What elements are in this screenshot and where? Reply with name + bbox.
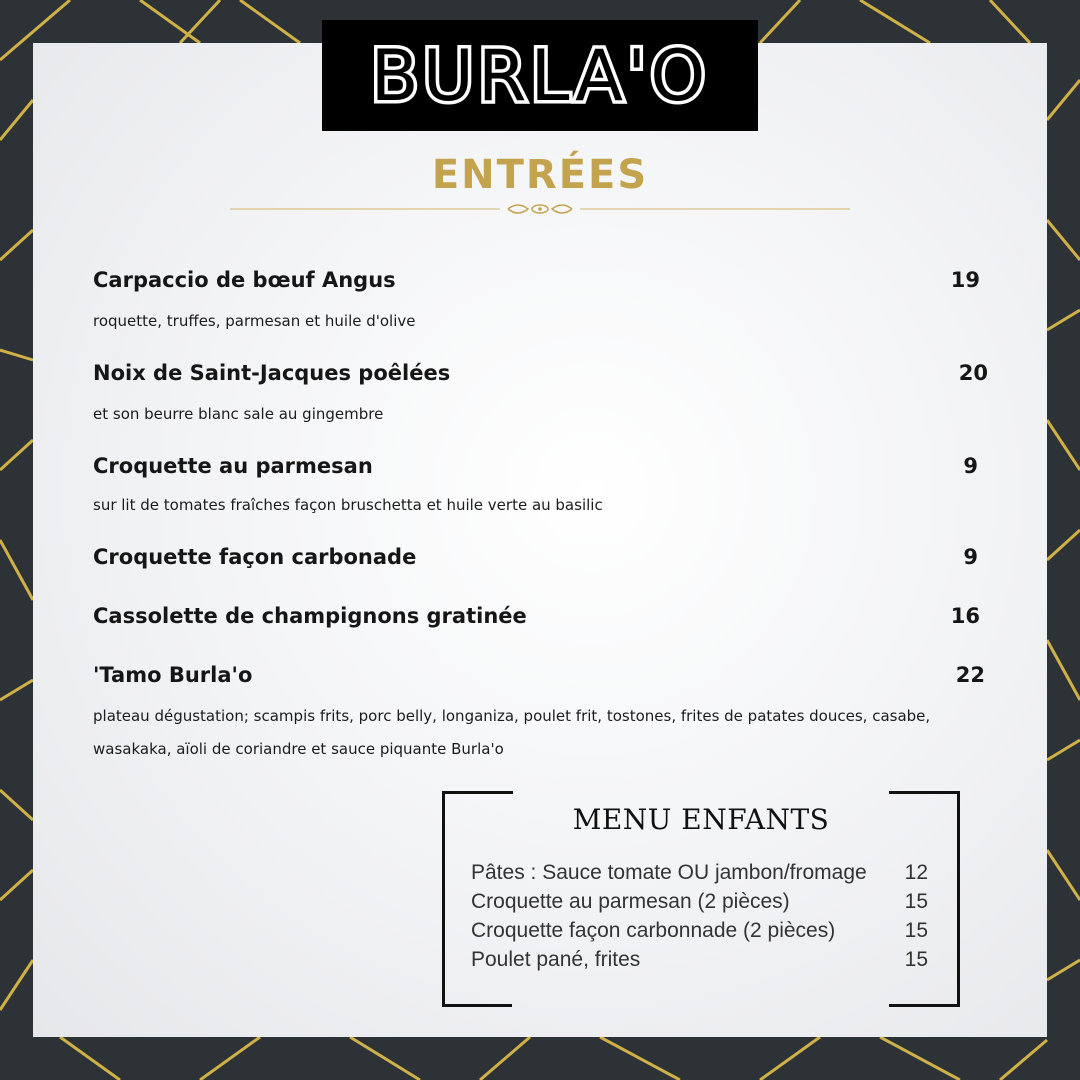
menu-item <box>93 663 988 773</box>
menu-item-price: 19 <box>950 268 980 292</box>
kids-menu-item <box>471 948 931 977</box>
kids-menu-item <box>471 919 931 948</box>
kids-menu-item-name: Pâtes : Sauce tomate OU jambon/fromage <box>471 861 867 884</box>
menu-item-price: 22 <box>955 663 985 687</box>
kids-menu-item-name: Croquette façon carbonnade (2 pièces) <box>471 919 836 942</box>
ornament-divider-icon <box>230 200 850 218</box>
menu-item-price: 16 <box>950 604 980 628</box>
brand-logo <box>322 20 758 131</box>
kids-menu-title: MENU ENFANTS <box>572 803 830 836</box>
kids-menu-item <box>471 861 931 890</box>
menu-item-name: Croquette au parmesan <box>93 454 373 478</box>
menu-item-name: Croquette façon carbonade <box>93 545 417 569</box>
menu-item-description: roquette, truffes, parmesan et huile d'olive <box>93 312 416 330</box>
menu-item <box>93 454 988 524</box>
menu-item-name: Carpaccio de bœuf Angus <box>93 268 396 292</box>
menu-item-name: Cassolette de champignons gratinée <box>93 604 527 628</box>
menu-item-price: 9 <box>963 454 978 478</box>
kids-menu-item-price: 15 <box>904 919 928 942</box>
kids-menu-box <box>442 791 960 1005</box>
brand-logo-text: BURLA'O <box>370 34 710 117</box>
kids-menu-item-price: 15 <box>904 948 928 971</box>
menu-item <box>93 268 988 338</box>
menu-item <box>93 604 988 634</box>
menu-item-description: plateau dégustation; scampis frits, porc belly, longaniza, poulet frit, tostones, frites de patates douces, casabe, <box>93 707 931 725</box>
kids-menu-list <box>471 861 931 977</box>
menu-item <box>93 361 988 431</box>
menu-item <box>93 545 988 575</box>
menu-item-description: et son beurre blanc sale au gingembre <box>93 405 384 423</box>
menu-item-name: Noix de Saint-Jacques poêlées <box>93 361 451 385</box>
kids-menu-item-name: Poulet pané, frites <box>471 948 641 971</box>
kids-menu-item-name: Croquette au parmesan (2 pièces) <box>471 890 790 913</box>
menu-item-name: 'Tamo Burla'o <box>93 663 253 687</box>
menu-item-description: sur lit de tomates fraîches façon bruschetta et huile verte au basilic <box>93 496 603 514</box>
menu-item-description-line2: wasakaka, aïoli de coriandre et sauce piquante Burla'o <box>93 740 504 758</box>
menu-item-price: 20 <box>958 361 988 385</box>
section-title: ENTRÉES <box>431 152 649 198</box>
kids-menu-item-price: 12 <box>904 861 928 884</box>
kids-menu-item-price: 15 <box>904 890 928 913</box>
kids-menu-item <box>471 890 931 919</box>
menu-item-price: 9 <box>963 545 978 569</box>
